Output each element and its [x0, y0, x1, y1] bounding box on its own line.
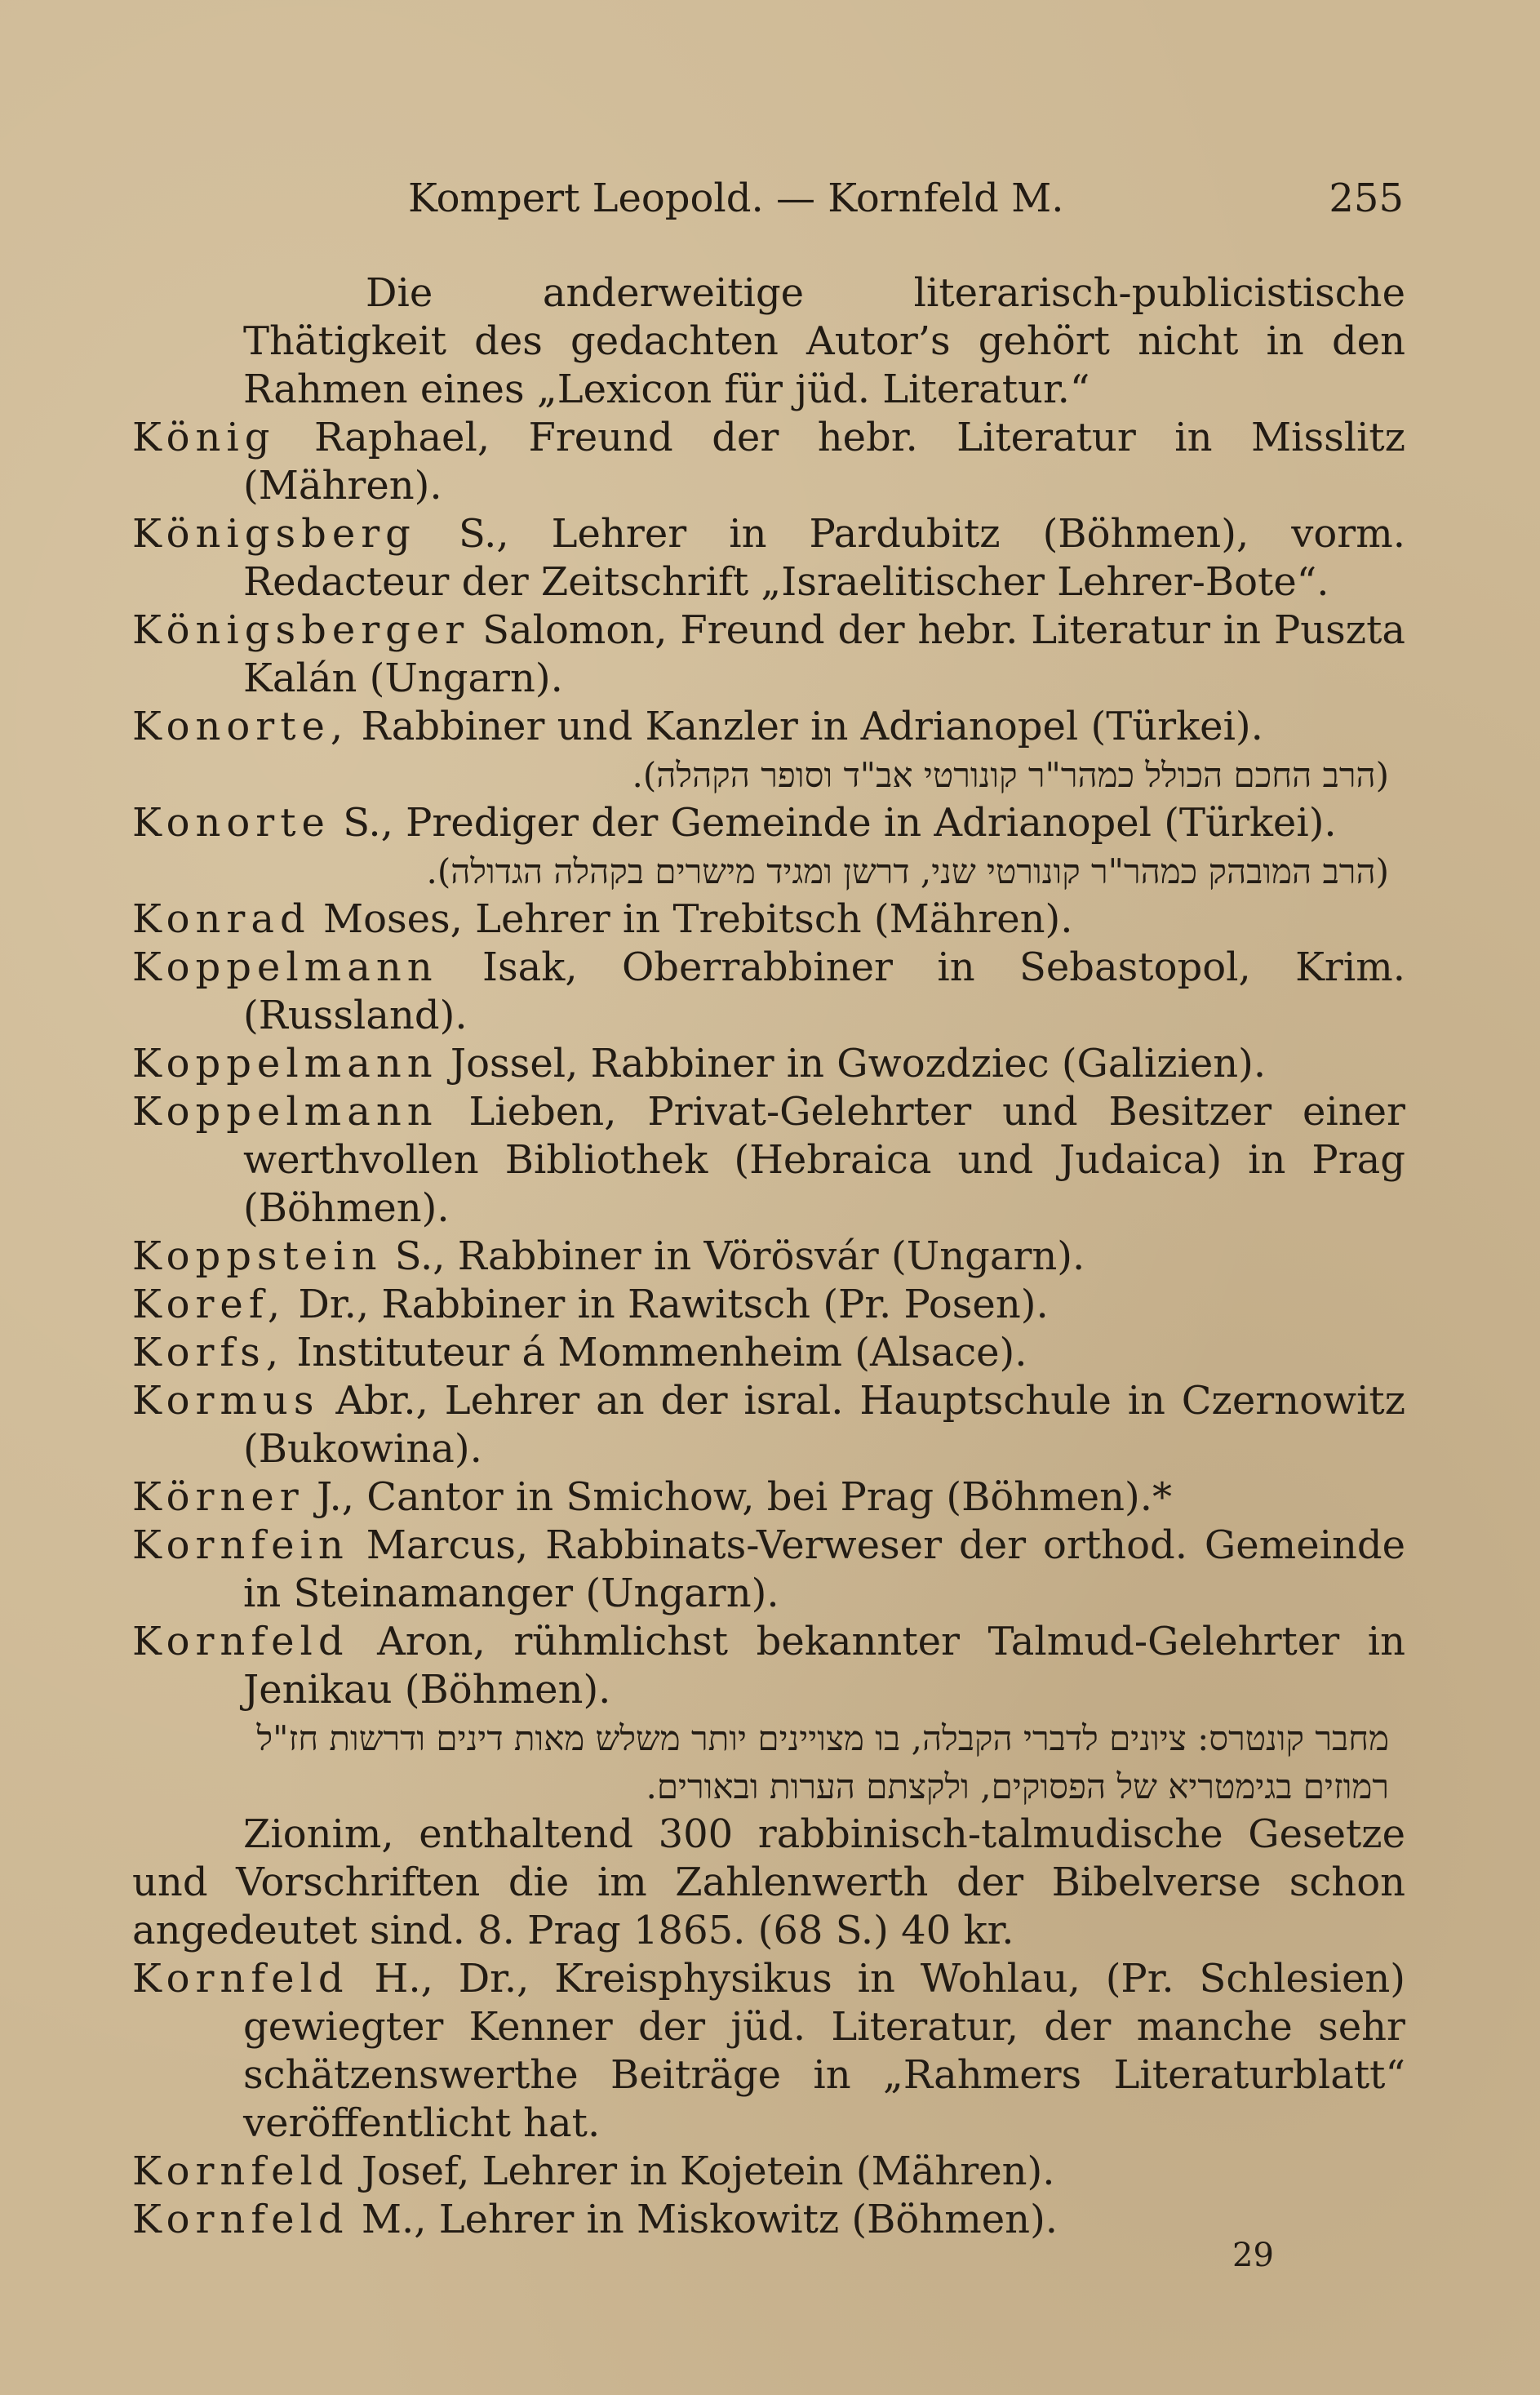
- entry-name: Kornfeld: [132, 2197, 349, 2242]
- entry-name: Koppelmann: [132, 1089, 438, 1135]
- entry-name: Konorte: [132, 800, 331, 846]
- entry-text: Jossel, Rabbiner in Gwozdziec (Galizien).: [450, 1041, 1267, 1086]
- entry-text: S., Rabbiner in Vörösvár (Ungarn).: [394, 1233, 1085, 1279]
- entry-name: Korfs,: [132, 1330, 285, 1375]
- entry-text: Salomon, Freund der hebr. Literatur in Puszta Kalán (Ungarn).: [243, 607, 1405, 701]
- entry-koref: [132, 1281, 1405, 1329]
- entry-text: Lieben, Privat-Gelehrter und Besitzer einer werthvollen Bibliothek (Hebraica und Judaica) in Prag (Böhmen).: [243, 1089, 1406, 1231]
- entry-text: Isak, Oberrabbiner in Sebastopol, Krim. (Russland).: [243, 944, 1405, 1038]
- entry-name: Koref,: [132, 1282, 286, 1327]
- hebrew-line: (הרב החכם הכולל כמהר"ר קונורטי אב"ד וסופר הקהלה).: [632, 755, 1389, 795]
- entry-korfs: [132, 1329, 1405, 1377]
- entry-koenigsberger: [132, 607, 1405, 703]
- entry-text: Josef, Lehrer in Kojetein (Mähren).: [361, 2148, 1055, 2194]
- entry-text: M., Lehrer in Miskowitz (Böhmen).: [361, 2197, 1058, 2242]
- entry-text: Moses, Lehrer in Trebitsch (Mähren).: [322, 896, 1073, 942]
- entry-name: Kornfeld: [132, 1956, 349, 2002]
- entry-kornfeld-h: [132, 1955, 1405, 2148]
- entry-name: Konorte,: [132, 704, 349, 749]
- entry-text: Rabbiner und Kanzler in Adrianopel (Türkei).: [361, 704, 1263, 749]
- entry-name: Kormus: [132, 1378, 320, 1424]
- intro-paragraph: Die anderweitige literarisch-publicistische Thätigkeit des gedachten Autor’s gehört nicht in den Rahmen eines „Lexicon für jüd. Literatur.“: [243, 270, 1405, 412]
- entry-koppelmann-jossel: [132, 1040, 1405, 1088]
- lexicon-body: [132, 269, 1405, 2244]
- entry-text: H., Dr., Kreisphysikus in Wohlau, (Pr. Schlesien) gewiegter Kenner der jüd. Literatur, der manche sehr schätzenswerthe Beiträge in „Rahmers Literaturblatt“ veröffentlicht hat.: [243, 1956, 1405, 2146]
- header-title: Kompert Leopold. — Kornfeld M.: [408, 176, 1064, 221]
- entry-koppelmann-lieben: [132, 1088, 1405, 1233]
- entry-name: Kornfeld: [132, 2148, 349, 2194]
- entry-continuation: Zionim, enthaltend 300 rabbinisch-talmudische Gesetze und Vorschriften die im Zahlenwerth der Bibelverse schon angedeutet sind. 8. Prag 1865. (68 S.) 40 kr.: [132, 1811, 1405, 1953]
- entry-kornfeld-aron: [132, 1618, 1405, 1714]
- entry-koenigsberg: [132, 510, 1405, 607]
- entry-name: Kornfein: [132, 1522, 349, 1568]
- entry-text: S., Prediger der Gemeinde in Adrianopel (Türkei).: [343, 800, 1337, 846]
- entry-konrad: [132, 895, 1405, 944]
- entry-name: König: [132, 415, 276, 460]
- entry-koppstein: [132, 1233, 1405, 1281]
- entry-name: Koppelmann: [132, 944, 438, 990]
- entry-koerner: [132, 1473, 1405, 1522]
- entry-text: Marcus, Rabbinats-Verweser der orthod. Gemeinde in Steinamanger (Ungarn).: [243, 1522, 1405, 1616]
- hebrew-line: מחבר קונטרס: ציונים לדברי הקבלה, בו מצויינים יותר משלש מאות דינים ודרשות חז"ל רמוזים בגימטריא של הפסוקים, ולקצתם הערות ובאורים.: [256, 1718, 1389, 1806]
- hebrew-line: (הרב המובהק כמהר"ר קונורטי שני, דרשן ומגיד מישרים בקהלה הגדולה).: [426, 851, 1389, 891]
- entry-text: S., Lehrer in Pardubitz (Böhmen), vorm. Redacteur der Zeitschrift „Israelitischer Lehrer-Bote“.: [243, 511, 1405, 605]
- entry-text: Instituteur á Mommenheim (Alsace).: [296, 1330, 1027, 1375]
- entry-text: Dr., Rabbiner in Rawitsch (Pr. Posen).: [298, 1282, 1049, 1327]
- entry-name: Königsberg: [132, 511, 416, 557]
- entry-konorte: [132, 703, 1405, 751]
- entry-name: Königsberger: [132, 607, 470, 653]
- entry-text: Aron, rühmlichst bekannter Talmud-Gelehrter in Jenikau (Böhmen).: [243, 1619, 1405, 1713]
- entry-text: Raphael, Freund der hebr. Literatur in Misslitz (Mähren).: [243, 415, 1406, 509]
- page-number: 255: [1329, 176, 1404, 221]
- entry-text: J., Cantor in Smichow, bei Prag (Böhmen).*: [316, 1474, 1172, 1520]
- entry-kornfeld-m: [132, 2196, 1405, 2244]
- entry-kormus: [132, 1377, 1405, 1473]
- entry-koppelmann-isak: [132, 944, 1405, 1040]
- entry-name: Koppstein: [132, 1233, 383, 1279]
- entry-text: Abr., Lehrer an der isral. Hauptschule in Czernowitz (Bukowina).: [243, 1378, 1405, 1472]
- entry-kornfein: [132, 1522, 1405, 1618]
- running-header: [408, 176, 1404, 233]
- entry-kornfeld-josef: [132, 2148, 1405, 2196]
- entry-konorte-s: [132, 799, 1405, 847]
- entry-name: Koppelmann: [132, 1041, 438, 1086]
- entry-name: Konrad: [132, 896, 311, 942]
- entry-name: Kornfeld: [132, 1619, 349, 1664]
- entry-koenig: [132, 414, 1405, 510]
- entry-name: Körner: [132, 1474, 304, 1520]
- signature-mark: 29: [1232, 2237, 1274, 2274]
